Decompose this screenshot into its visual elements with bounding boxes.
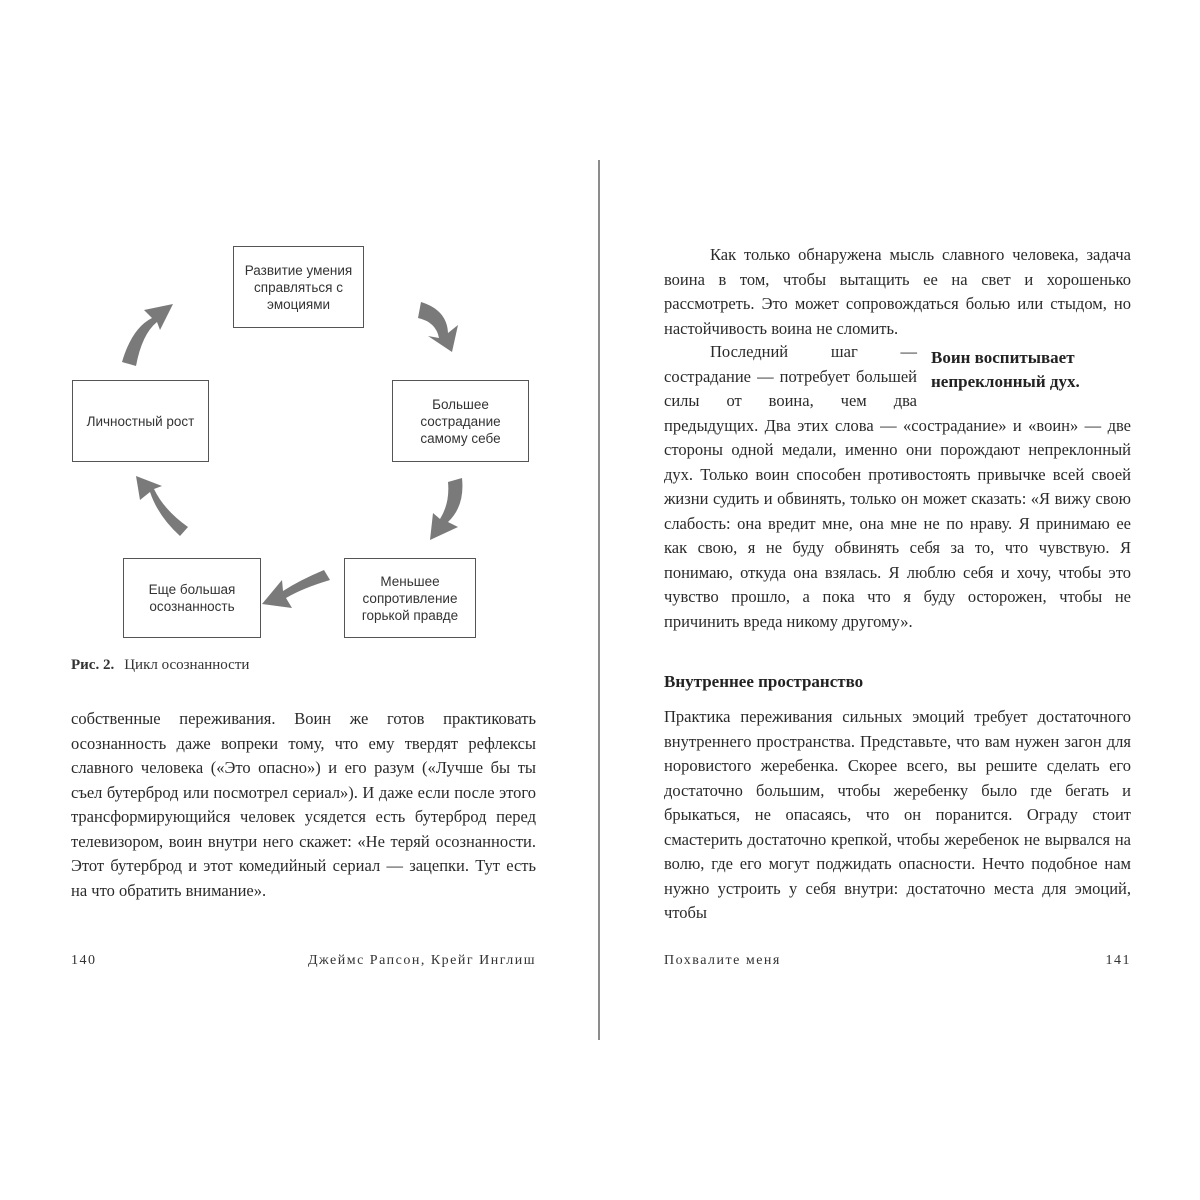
node-personal-growth: Личностный рост [72,380,209,462]
right-paragraph-2 [664,340,1131,634]
figure-caption [71,657,249,674]
arrow-bottom-left-to-left [136,476,188,536]
arrow-top-to-right [418,302,458,352]
figure-title: Цикл осознанности [124,657,250,673]
node-emotion-skills: Развитие умения справляться с эмоциями [233,246,364,328]
figure-label: Рис. 2. [71,657,115,673]
arrow-bottom-right-to-bottom-left [262,570,330,608]
arrow-right-to-bottom-right [430,478,462,540]
cycle-arrows [0,0,600,700]
arrow-left-to-top [122,304,173,366]
right-paragraph-2-text: Последний шаг — сострадание — потребует большей силы от воина, чем два предыдущих. Два этих слова — «сострадание» и «воин» — две стороны одной медали, именно они порождают непреклонный дух. Только воин способен противостоять привычке всей своей жизни судить и обвинять, только он может сказать: «Я вижу свою слабость: она вредит мне, она мне не по нраву. Я принимаю ее как свою, я не буду обвинять себя за то, что чувствую. Я понимаю, откуда она взялась. Я люблю себя и хочу, чтобы это чувство прошло, а пока что я буду осторожен, чтобы не причинить вреда никому другому». [664,342,1131,631]
left-page-body: собственные переживания. Воин же готов практиковать осознанность даже вопреки тому, что ему твердят рефлексы славного человека («Это опасно») и его разум («Лучше бы ты съел бутерброд или посмотрел сериал»). И даже если после этого трансформирующийся человек усядется есть бутерброд перед телевизором, воин внутри него скажет: «Не теряй осознанности. Этот бутерброд и этот комедийный сериал — зацепки. Тут есть на что обратить внимание». [71,709,536,900]
node-less-resistance: Меньшее сопротивление горькой правде [344,558,476,638]
right-paragraph-1: Как только обнаружена мысль славного человека, задача воина в том, чтобы вытащить ее на свет и хорошенько рассмотреть. Это может сопровождаться болью или стыдом, но настойчивость воина не сломить. [664,245,1131,338]
right-page-number: 141 [1105,953,1131,968]
right-running-head: Похвалите меня [664,953,781,968]
section-title: Внутреннее пространство [664,672,864,691]
left-page-number: 140 [71,953,97,968]
node-self-compassion: Большее сострадание самому себе [392,380,529,462]
book-spine [598,160,600,1040]
left-running-head: Джеймс Рапсон, Крейг Инглиш [307,953,536,968]
right-paragraph-3: Практика переживания сильных эмоций требует достаточного внутреннего пространства. Представьте, что вам нужен загон для норовистого жеребенка. Скорее всего, вы решите сделать его достаточно большим, чтобы жеребенку было где бегать и брыкаться, не опасаясь, что он поранится. Ограду стоит смастерить достаточно крепкой, чтобы жеребенок не вырвался на волю, где его могут поджидать опасности. Нечто подобное нам нужно устроить у себя внутри: достаточно места для эмоций, чтобы [664,707,1131,922]
node-more-awareness: Еще большая осознанность [123,558,261,638]
pull-quote: Воин воспитывает непреклонный дух. [931,348,1080,391]
